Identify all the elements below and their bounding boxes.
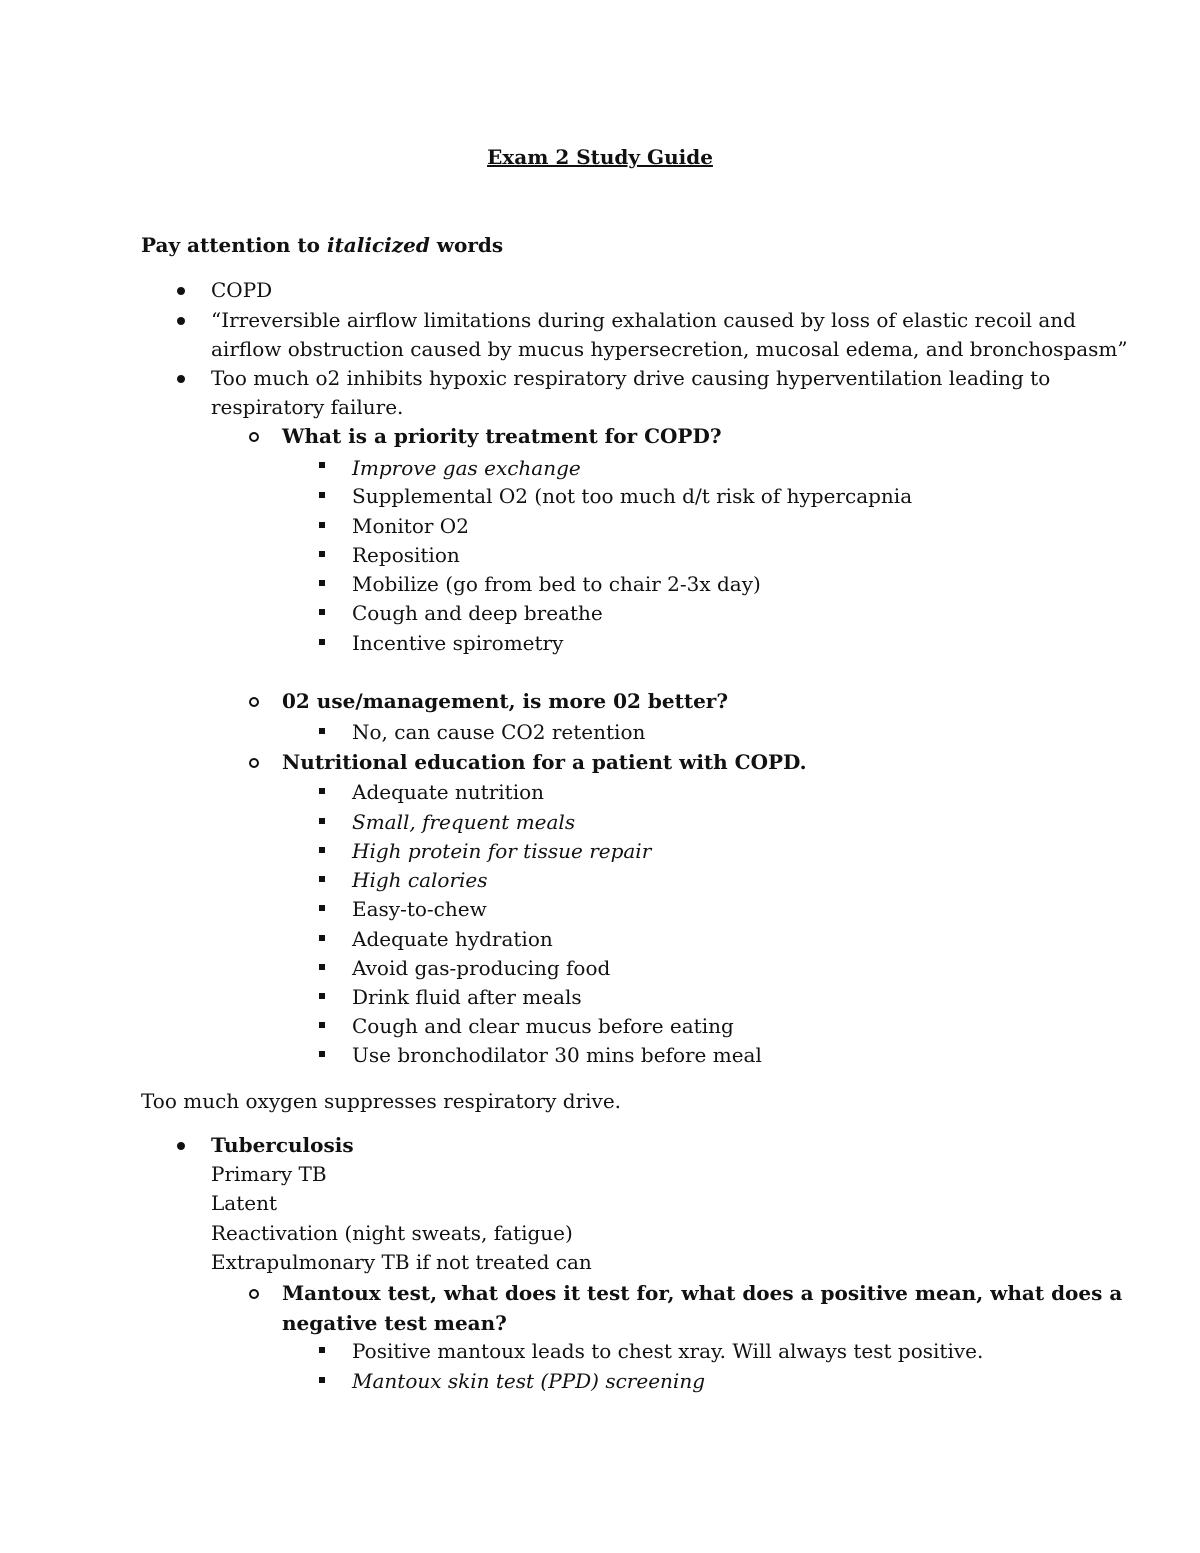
bullet-square-icon: [319, 876, 325, 882]
bullet-square-icon: [319, 728, 325, 734]
priority-item: Cough and deep breathe: [352, 601, 603, 625]
mantoux-question-line-1: Mantoux test, what does it test for, what does a positive mean, what does a: [282, 1281, 1123, 1305]
tb-stage: Latent: [211, 1191, 277, 1215]
priority-item: Reposition: [352, 543, 460, 567]
tb-stage: Primary TB: [211, 1162, 327, 1186]
bullet-square-icon: [319, 788, 325, 794]
nutrition-item: Adequate nutrition: [352, 780, 545, 804]
intro-prefix: Pay attention to: [141, 233, 327, 257]
priority-item: Improve gas exchange: [352, 456, 581, 480]
bullet-dot-icon: [177, 1142, 185, 1150]
nutrition-question: Nutritional education for a patient with COPD.: [282, 750, 807, 774]
bullet-square-icon: [319, 462, 325, 468]
bullet-square-icon: [319, 964, 325, 970]
o2-note-line-2: respiratory failure.: [211, 395, 404, 419]
intro-suffix: words: [429, 233, 504, 257]
nutrition-item: Use bronchodilator 30 mins before meal: [352, 1043, 762, 1067]
copd-definition-line-2: airflow obstruction caused by mucus hypersecretion, mucosal edema, and bronchospasm”: [211, 337, 1128, 361]
bullet-square-icon: [319, 1347, 325, 1353]
mantoux-item: Mantoux skin test (PPD) screening: [352, 1369, 705, 1393]
bullet-circle-icon: [249, 697, 259, 707]
priority-item: Monitor O2: [352, 514, 469, 538]
priority-item: Mobilize (go from bed to chair 2-3x day): [352, 572, 761, 596]
o2-note-line-1: Too much o2 inhibits hypoxic respiratory drive causing hyperventilation leading to: [211, 366, 1051, 390]
bullet-square-icon: [319, 1051, 325, 1057]
tb-heading: Tuberculosis: [211, 1133, 354, 1157]
tb-stage: Reactivation (night sweats, fatigue): [211, 1221, 573, 1245]
bullet-circle-icon: [249, 432, 259, 442]
bullet-square-icon: [319, 818, 325, 824]
nutrition-item: Easy-to-chew: [352, 897, 487, 921]
bullet-square-icon: [319, 1377, 325, 1383]
nutrition-item: Adequate hydration: [352, 927, 553, 951]
o2-question: 02 use/management, is more 02 better?: [282, 689, 729, 713]
mantoux-item: Positive mantoux leads to chest xray. Will always test positive.: [352, 1339, 984, 1363]
bullet-square-icon: [319, 847, 325, 853]
bullet-dot-icon: [177, 317, 185, 325]
bullet-square-icon: [319, 551, 325, 557]
bullet-dot-icon: [177, 375, 185, 383]
bullet-square-icon: [319, 580, 325, 586]
nutrition-item: High protein for tissue repair: [352, 839, 652, 863]
nutrition-item: Avoid gas-producing food: [352, 956, 611, 980]
bullet-dot-icon: [177, 287, 185, 295]
o2-answer: No, can cause CO2 retention: [352, 720, 646, 744]
mantoux-question-line-2: negative test mean?: [282, 1311, 507, 1335]
bullet-square-icon: [319, 492, 325, 498]
intro-line: [141, 231, 503, 260]
nutrition-item: High calories: [352, 868, 488, 892]
priority-item: Supplemental O2 (not too much d/t risk of hypercapnia: [352, 484, 913, 508]
copd-heading: COPD: [211, 278, 273, 302]
bullet-square-icon: [319, 905, 325, 911]
bullet-square-icon: [319, 993, 325, 999]
bullet-circle-icon: [249, 1289, 259, 1299]
summary-line: Too much oxygen suppresses respiratory drive.: [141, 1089, 622, 1113]
nutrition-item: Small, frequent meals: [352, 810, 576, 834]
bullet-square-icon: [319, 1022, 325, 1028]
nutrition-item: Cough and clear mucus before eating: [352, 1014, 734, 1038]
page-title: Exam 2 Study Guide: [487, 145, 713, 169]
bullet-circle-icon: [249, 758, 259, 768]
priority-item: Incentive spirometry: [352, 631, 564, 655]
nutrition-item: Drink fluid after meals: [352, 985, 582, 1009]
intro-italic-word: italicized: [326, 233, 430, 257]
bullet-square-icon: [319, 935, 325, 941]
copd-definition-line-1: “Irreversible airflow limitations during exhalation caused by loss of elastic recoil and: [211, 308, 1076, 332]
tb-stage: Extrapulmonary TB if not treated can: [211, 1250, 592, 1274]
bullet-square-icon: [319, 639, 325, 645]
priority-question: What is a priority treatment for COPD?: [282, 424, 722, 448]
bullet-square-icon: [319, 522, 325, 528]
bullet-square-icon: [319, 609, 325, 615]
